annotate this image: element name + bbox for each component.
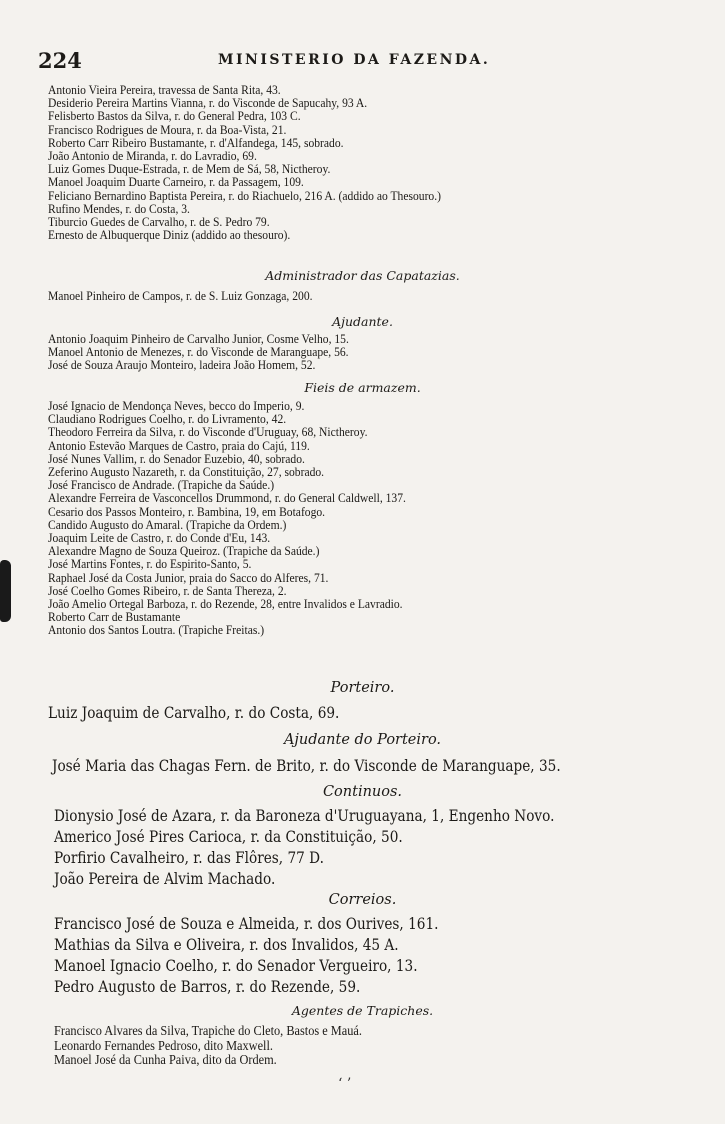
- list-line: José Ignacio de Mendonça Neves, becco do Imperio, 9.: [48, 399, 305, 413]
- list-line: Roberto Carr Ribeiro Bustamante, r. d'Alfandega, 145, sobrado.: [48, 135, 344, 150]
- list-line: Rufino Mendes, r. do Costa, 3.: [48, 201, 190, 216]
- list-line: Luiz Joaquim de Carvalho, r. do Costa, 69.: [48, 704, 340, 722]
- list-line: Alexandre Magno de Souza Queiroz. (Trapiche da Saúde.): [48, 544, 320, 559]
- list-line: José de Souza Araujo Monteiro, ladeira João Homem, 52.: [48, 358, 316, 373]
- list-line: João Antonio de Miranda, r. do Lavradio, 69.: [48, 149, 257, 164]
- section-heading: Correios.: [328, 892, 397, 908]
- list-line: Theodoro Ferreira da Silva, r. do Visconde d'Uruguay, 68, Nictheroy.: [48, 425, 368, 440]
- list-line: Raphael José da Costa Junior, praia do Sacco do Alferes, 71.: [48, 570, 329, 585]
- list-line: Pedro Augusto de Barros, r. do Rezende, 59.: [54, 978, 361, 996]
- list-line: Manoel Ignacio Coelho, r. do Senador Vergueiro, 13.: [54, 957, 418, 975]
- page-title: MINISTERIO DA FAZENDA.: [218, 52, 491, 68]
- list-line: Antonio Vieira Pereira, travessa de Santa Rita, 43.: [48, 83, 281, 97]
- list-line: João Amelio Ortegal Barboza, r. do Rezende, 28, entre Invalidos e Lavradio.: [48, 597, 403, 612]
- section-heading: Administrador das Capatazias.: [265, 268, 460, 283]
- list-line: José Martins Fontes, r. do Espirito-Santo, 5.: [48, 557, 252, 572]
- list-line: Roberto Carr de Bustamante: [48, 610, 181, 625]
- list-line: Antonio Estevão Marques de Castro, praia do Cajú, 119.: [48, 438, 310, 453]
- section-heading: Ajudante do Porteiro.: [283, 732, 442, 748]
- list-line: Zeferino Augusto Nazareth, r. da Constituição, 27, sobrado.: [48, 465, 325, 480]
- list-line: Leonardo Fernandes Pedroso, dito Maxwell.: [54, 1037, 273, 1053]
- section-heading: Continuos.: [322, 784, 403, 800]
- staff-list: [54, 1024, 717, 1068]
- list-line: Ernesto de Albuquerque Diniz (addido ao thesouro).: [48, 228, 291, 243]
- staff-list: [54, 914, 717, 998]
- list-line: Alexandre Ferreira de Vasconcellos Drummond, r. do General Caldwell, 137.: [48, 491, 406, 506]
- list-line: Luiz Gomes Duque-Estrada, r. de Mem de Sá, 58, Nictheroy.: [48, 162, 331, 177]
- list-line: Manoel José da Cunha Paiva, dito da Ordem.: [54, 1052, 277, 1067]
- list-line: Claudiano Rodrigues Coelho, r. do Livramento, 42.: [48, 412, 287, 427]
- staff-list: [48, 703, 717, 724]
- list-line: José Francisco de Andrade. (Trapiche da Saúde.): [48, 478, 275, 493]
- list-line: Mathias da Silva e Oliveira, r. dos Invalidos, 45 A.: [54, 936, 399, 954]
- list-line: Tiburcio Guedes de Carvalho, r. de S. Pedro 79.: [48, 215, 270, 230]
- list-line: Americo José Pires Carioca, r. da Constituição, 50.: [54, 828, 403, 846]
- staff-list: [48, 333, 717, 373]
- binding-mark: [0, 560, 11, 622]
- list-line: Manoel Joaquim Duarte Carneiro, r. da Passagem, 109.: [48, 175, 304, 190]
- staff-list: [48, 400, 717, 638]
- list-line: Desiderio Pereira Martins Vianna, r. do Visconde de Sapucahy, 93 A.: [48, 96, 368, 111]
- list-line: Antonio dos Santos Loutra. (Trapiche Freitas.): [48, 623, 265, 638]
- list-line: Cesario dos Passos Monteiro, r. Bambina, 19, em Botafogo.: [48, 504, 326, 519]
- page-header: [38, 48, 578, 74]
- list-line: Joaquim Leite de Castro, r. do Conde d'Eu, 143.: [48, 531, 271, 546]
- section-heading: Fieis de armazem.: [304, 380, 421, 395]
- list-line: Manoel Antonio de Menezes, r. do Visconde de Maranguape, 56.: [48, 345, 349, 360]
- list-line: Dionysio José de Azara, r. da Baroneza d'Uruguayana, 1, Engenho Novo.: [54, 807, 555, 825]
- list-line: Francisco Rodrigues de Moura, r. da Boa-Vista, 21.: [48, 122, 287, 137]
- list-line: Francisco José de Souza e Almeida, r. dos Ourives, 161.: [54, 915, 439, 933]
- section-heading: Agentes de Trapiches.: [291, 1003, 434, 1018]
- staff-list: [52, 756, 717, 777]
- list-line: José Coelho Gomes Ribeiro, r. de Santa Thereza, 2.: [48, 583, 287, 598]
- section-heading: Ajudante.: [332, 314, 393, 329]
- list-line: Feliciano Bernardino Baptista Pereira, r. do Riachuelo, 216 A. (addido ao Thesouro.): [48, 188, 441, 203]
- list-line: José Maria das Chagas Fern. de Brito, r. do Visconde de Maranguape, 35.: [52, 757, 561, 775]
- page-number: 224: [38, 48, 82, 73]
- section-heading: Porteiro.: [330, 680, 395, 696]
- staff-list: [54, 806, 717, 890]
- list-line: Felisberto Bastos da Silva, r. do General Pedra, 103 C.: [48, 109, 301, 124]
- list-line: Manoel Pinheiro de Campos, r. de S. Luiz Gonzaga, 200.: [48, 289, 313, 303]
- list-line: Francisco Alvares da Silva, Trapiche do Cleto, Bastos e Mauá.: [54, 1023, 362, 1038]
- print-mark: ‘ ’: [338, 1076, 352, 1092]
- list-line: Antonio Joaquim Pinheiro de Carvalho Junior, Cosme Velho, 15.: [48, 332, 349, 346]
- staff-list: [48, 290, 717, 303]
- list-line: Porfirio Cavalheiro, r. das Flôres, 77 D.: [54, 849, 324, 867]
- staff-list: [48, 84, 717, 242]
- list-line: João Pereira de Alvim Machado.: [54, 870, 276, 888]
- list-line: Candido Augusto do Amaral. (Trapiche da Ordem.): [48, 517, 287, 532]
- list-line: José Nunes Vallim, r. do Senador Euzebio, 40, sobrado.: [48, 451, 305, 466]
